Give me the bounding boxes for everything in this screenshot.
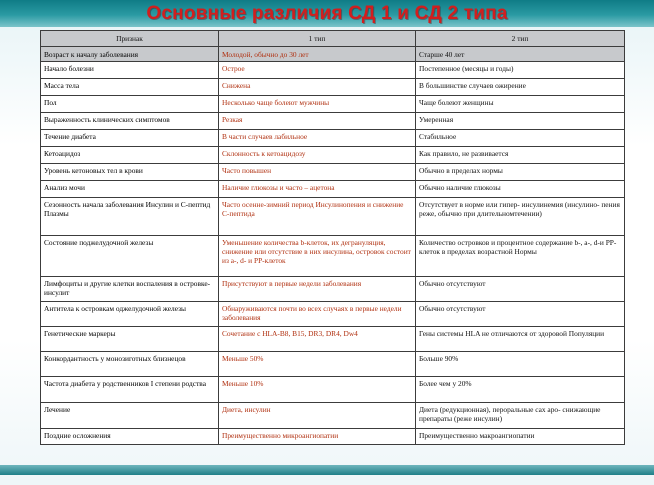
- feature-cell: Сезонность начала заболевания Инсулин и С-пептид Плазмы: [41, 198, 219, 236]
- table-row: [41, 302, 625, 327]
- feature-cell: Поздние осложнения: [41, 429, 219, 445]
- header-type1: 1 тип: [219, 31, 416, 47]
- type2-cell: Диета (редукционная), пероральные сах аро- снижающие препараты (реже инсулин): [416, 403, 625, 429]
- type2-cell: Постепенное (месяцы и годы): [416, 62, 625, 79]
- header-feature: Признак: [41, 31, 219, 47]
- type2-cell: Обычно в пределах нормы: [416, 164, 625, 181]
- type2-cell: В большинстве случаев ожирение: [416, 79, 625, 96]
- type2-cell: Обычно отсутствуют: [416, 302, 625, 327]
- feature-cell: Состояние поджелудочной железы: [41, 236, 219, 277]
- table-row: [41, 164, 625, 181]
- feature-cell: Антитела к островкам оджелудочной железы: [41, 302, 219, 327]
- feature-cell: Возраст к началу заболевания: [41, 47, 219, 62]
- feature-cell: Начало болезни: [41, 62, 219, 79]
- type1-cell: Острое: [219, 62, 416, 79]
- table-row: [41, 352, 625, 377]
- type1-cell: Меньше 50%: [219, 352, 416, 377]
- feature-cell: Конкордантность у монозиготных близнецов: [41, 352, 219, 377]
- type1-cell: Преимущественно микроангиопатии: [219, 429, 416, 445]
- type2-cell: Чаще болеют женщины: [416, 96, 625, 113]
- feature-cell: Масса тела: [41, 79, 219, 96]
- type2-cell: Гены системы HLA не отличаются от здоровой Популяции: [416, 327, 625, 352]
- feature-cell: Анализ мочи: [41, 181, 219, 198]
- type1-cell: Несколько чаще болеют мужчины: [219, 96, 416, 113]
- table-row: [41, 47, 625, 62]
- type2-cell: Стабильное: [416, 130, 625, 147]
- type2-cell: Умеренная: [416, 113, 625, 130]
- type2-cell: Больше 90%: [416, 352, 625, 377]
- table-row: [41, 130, 625, 147]
- type1-cell: Сочетание с HLA-B8, B15, DR3, DR4, Dw4: [219, 327, 416, 352]
- feature-cell: Лечение: [41, 403, 219, 429]
- type1-cell: Склонность к кетоацидозу: [219, 147, 416, 164]
- table-row: [41, 113, 625, 130]
- table-row: [41, 96, 625, 113]
- type2-cell: Как правило, не развивается: [416, 147, 625, 164]
- table-row: [41, 236, 625, 277]
- type2-cell: Количество островков и процентное содержание b-, а-, d-и PP-клеток в пределах возрастной Нормы: [416, 236, 625, 277]
- header-type2: 2 тип: [416, 31, 625, 47]
- type2-cell: Отсутствует в норме или гипер- инсулинемия (инсулино- пения реже, обычно при длительномтечении): [416, 198, 625, 236]
- bottom-band: [0, 465, 654, 475]
- feature-cell: Уровень кетоновых тел в крови: [41, 164, 219, 181]
- feature-cell: Кетоацидоз: [41, 147, 219, 164]
- table-header-row: [41, 31, 625, 47]
- type1-cell: Присутствуют в первые недели заболевания: [219, 277, 416, 302]
- table-row: [41, 181, 625, 198]
- feature-cell: Выраженность клинических симптомов: [41, 113, 219, 130]
- feature-cell: Течение диабета: [41, 130, 219, 147]
- table-row: [41, 403, 625, 429]
- type2-cell: Обычно отсутствуют: [416, 277, 625, 302]
- table-row: [41, 79, 625, 96]
- type1-cell: Часто повышен: [219, 164, 416, 181]
- table-row: [41, 429, 625, 445]
- feature-cell: Лимфоциты и другие клетки воспаления в островке-инсулит: [41, 277, 219, 302]
- type1-cell: Обнаруживаются почти во всех случаях в первые недели заболевания: [219, 302, 416, 327]
- slide-title: Основные различия СД 1 и СД 2 типа: [146, 3, 508, 24]
- table-row: [41, 147, 625, 164]
- table-row: [41, 327, 625, 352]
- type2-cell: Старше 40 лет: [416, 47, 625, 62]
- type1-cell: В части случаев лабильное: [219, 130, 416, 147]
- type1-cell: Наличие глюкозы и часто – ацетона: [219, 181, 416, 198]
- table-row: [41, 277, 625, 302]
- type1-cell: Резкая: [219, 113, 416, 130]
- type1-cell: Снижена: [219, 79, 416, 96]
- table-row: [41, 62, 625, 79]
- feature-cell: Генетические маркеры: [41, 327, 219, 352]
- feature-cell: Пол: [41, 96, 219, 113]
- type2-cell: Более чем у 20%: [416, 377, 625, 403]
- type1-cell: Часто осенне-зимний период Инсулинопения и снижение С-пептида: [219, 198, 416, 236]
- comparison-table: [40, 30, 625, 445]
- type2-cell: Обычно наличие глюкозы: [416, 181, 625, 198]
- feature-cell: Частота диабета у родственников I степени родства: [41, 377, 219, 403]
- type2-cell: Преимущественно макроангиопатии: [416, 429, 625, 445]
- type1-cell: Уменьшение количества b-клеток, их дегрануляция, снижение или отсутствие в них инсулина, островок состоит из а-, d- и PP-клеток: [219, 236, 416, 277]
- table-row: [41, 198, 625, 236]
- type1-cell: Меньше 10%: [219, 377, 416, 403]
- type1-cell: Молодой, обычно до 30 лет: [219, 47, 416, 62]
- table-row: [41, 377, 625, 403]
- type1-cell: Диета, инсулин: [219, 403, 416, 429]
